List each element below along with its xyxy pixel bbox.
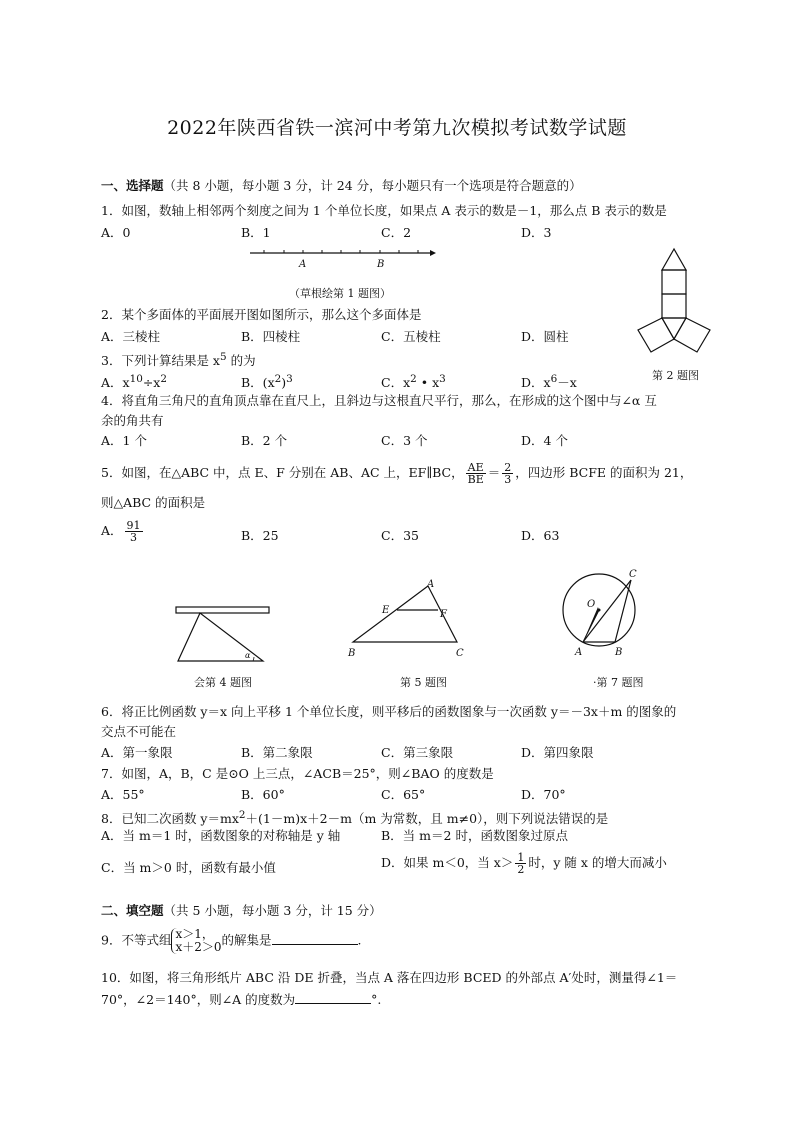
q7-option-d: D．70° xyxy=(521,787,566,802)
q2-stem: 2．某个多面体的平面展开图如图所示，那么这个多面体是 xyxy=(101,307,422,322)
q3-b-paren: ) xyxy=(281,375,287,391)
q5-a-den: 3 xyxy=(130,531,138,544)
q5-value-fraction xyxy=(502,462,513,485)
q1-option-b: B．1 xyxy=(241,225,271,240)
q5-point-c: C xyxy=(456,648,464,659)
q3-option-a xyxy=(101,370,167,392)
q3-stem xyxy=(101,348,256,370)
q7-option-a: A．55° xyxy=(101,787,145,802)
q5-a-fraction xyxy=(125,520,143,543)
section-1-heading xyxy=(101,176,582,194)
q8-stem-rest: ＋(1－m)x＋2－m（m 为常数，且 m≠0），则下列说法错误的是 xyxy=(245,811,609,827)
q6-option-a: A．第一象限 xyxy=(101,745,173,760)
q8-option-b: B．当 m＝2 时，函数图象过原点 xyxy=(381,828,568,843)
q7-caption: ·第 7 题图 xyxy=(593,676,644,689)
q5-stem-line1 xyxy=(101,462,692,485)
q8-d-fraction xyxy=(515,852,526,875)
q5-point-f: F xyxy=(440,609,447,620)
q10-line2-end: °. xyxy=(371,992,382,1007)
q1-option-a: A．0 xyxy=(101,225,131,240)
q5-point-b: B xyxy=(348,648,356,659)
q5-point-a: A xyxy=(427,579,435,590)
section-2-title: 二、填空题 xyxy=(101,903,164,918)
q9-post: 的解集是 xyxy=(221,932,272,948)
q7-point-a: A xyxy=(575,647,583,658)
q6-option-c: C．第三象限 xyxy=(381,745,454,760)
section-2-note: （共 5 小题，每小题 3 分，计 15 分） xyxy=(163,903,382,918)
q1-point-b-label: B xyxy=(377,259,385,270)
q5-stem-text: 5．如图，在△ABC 中，点 E、F 分别在 AB、AC 上，EF∥BC， xyxy=(101,465,464,480)
q2-option-a: A．三棱柱 xyxy=(101,329,161,344)
q3-stem-text: 3．下列计算结果是 x xyxy=(101,353,220,369)
q3-a-base: A．x xyxy=(101,375,130,391)
q3-b-exp2: 3 xyxy=(286,373,293,385)
q5-triangle-figure xyxy=(345,576,475,661)
q5-option-c: C．35 xyxy=(381,528,419,543)
q4-option-d: D．4 个 xyxy=(521,433,568,448)
q2-option-b: B．四棱柱 xyxy=(241,329,301,344)
q2-net-figure xyxy=(620,246,720,356)
q3-d-exp1: 6 xyxy=(550,373,558,385)
q9-answer-blank[interactable] xyxy=(272,932,358,945)
q3-b-exp1: 2 xyxy=(274,373,282,385)
section-1-note: （共 8 小题，每小题 3 分，计 24 分，每小题只有一个选项是符合题意的） xyxy=(163,178,582,193)
q5-a-num: 91 xyxy=(126,519,141,532)
q7-stem: 7．如图，A，B，C 是⊙O 上三点，∠ACB＝25°，则∠BAO 的度数是 xyxy=(101,766,494,781)
q7-point-b: B xyxy=(615,647,623,658)
q1-number-line-figure xyxy=(250,246,435,271)
q8-option-a: A．当 m＝1 时，函数图象的对称轴是 y 轴 xyxy=(101,828,341,843)
q10-stem-line1: 10．如图，将三角形纸片 ABC 沿 DE 折叠，当点 A 落在四边形 BCED 的外部点 A′处时，测量得∠1＝ xyxy=(101,970,678,985)
q1-caption: （草根绘第 1 题图） xyxy=(289,287,391,300)
q3-a-exp1: 10 xyxy=(129,373,143,385)
q3-d-base: D．x xyxy=(521,375,551,391)
section-2-heading xyxy=(101,901,382,919)
q1-option-c: C．2 xyxy=(381,225,412,240)
q8-option-d xyxy=(381,852,667,875)
q4-ruler-triangle-figure xyxy=(175,606,275,666)
q3-c-exp2: 3 xyxy=(439,373,446,385)
q8-stem xyxy=(101,806,608,828)
q5-point-e: E xyxy=(382,605,390,616)
q8-d-num: 1 xyxy=(517,851,525,864)
q4-caption: 会第 4 题图 xyxy=(194,676,252,689)
q3-stem-end: 的为 xyxy=(226,353,256,369)
q8-d-den: 2 xyxy=(517,863,525,876)
q6-option-b: B．第二象限 xyxy=(241,745,313,760)
q9-stem xyxy=(101,928,362,954)
q1-stem: 1．如图，数轴上相邻两个刻度之间为 1 个单位长度，如果点 A 表示的数是－1，那么点 B 表示的数是 xyxy=(101,203,667,218)
q9-inequality-system xyxy=(171,928,221,954)
q8-d-text: D．如果 m＜0，当 x＞ xyxy=(381,855,514,870)
q10-line2-text: 70°，∠2＝140°，则∠A 的度数为 xyxy=(101,992,296,1007)
q4-option-a: A．1 个 xyxy=(101,433,147,448)
q7-option-c: C．65° xyxy=(381,787,426,802)
q4-alpha-label: α xyxy=(245,651,251,660)
q9-end: . xyxy=(357,932,362,948)
q1-point-a-label: A xyxy=(299,259,307,270)
q5-option-a xyxy=(101,520,145,543)
q9-ineq-2: x＋2＞0 xyxy=(175,940,222,954)
q10-answer-blank[interactable] xyxy=(295,991,371,1004)
q6-stem-line2: 交点不可能在 xyxy=(101,724,177,739)
q7-option-b: B．60° xyxy=(241,787,285,802)
q8-stem-text: 8．已知二次函数 y＝mx xyxy=(101,811,239,827)
q3-b-base: B．(x xyxy=(241,375,275,391)
q3-c-op: • x xyxy=(416,375,440,391)
q5-stem-rest: ，四边形 BCFE 的面积为 21， xyxy=(515,465,693,480)
q9-pre: 9．不等式组 xyxy=(101,932,172,948)
q3-stem-exp: 5 xyxy=(219,351,227,363)
q5-option-d: D．63 xyxy=(521,528,560,543)
q8-option-c: C．当 m＞0 时，函数有最小值 xyxy=(101,860,276,875)
q5-equals: ＝ xyxy=(487,465,501,480)
q5-ratio-num: AE xyxy=(467,461,484,474)
q3-option-b xyxy=(241,370,293,392)
q5-ratio-fraction xyxy=(466,462,486,485)
q5-caption: 第 5 题图 xyxy=(400,676,447,689)
q8-stem-exp: 2 xyxy=(238,809,246,821)
q2-option-c: C．五棱柱 xyxy=(381,329,441,344)
q7-point-c: C xyxy=(629,569,637,580)
q5-stem-line2: 则△ABC 的面积是 xyxy=(101,495,206,510)
q1-option-d: D．3 xyxy=(521,225,552,240)
page-title: 2022年陕西省铁一滨河中考第九次模拟考试数学试题 xyxy=(167,117,627,139)
q7-circle-figure xyxy=(555,565,645,660)
q6-stem-line1: 6．将正比例函数 y＝x 向上平移 1 个单位长度，则平移后的函数图象与一次函数 y＝－3x＋m 的图象的 xyxy=(101,704,677,719)
q4-option-b: B．2 个 xyxy=(241,433,288,448)
q3-option-c xyxy=(381,370,446,392)
q4-stem-line2: 余的角共有 xyxy=(101,413,164,428)
section-1-title: 一、选择题 xyxy=(101,178,164,193)
q3-c-exp1: 2 xyxy=(410,373,417,385)
q5-a-label: A． xyxy=(101,523,123,538)
q4-option-c: C．3 个 xyxy=(381,433,428,448)
q9-ineq-1: x＞1， xyxy=(175,927,214,941)
q5-value-den: 3 xyxy=(504,473,512,486)
q4-stem-line1: 4．将直角三角尺的直角顶点靠在直尺上，且斜边与这根直尺平行，那么，在形成的这个图中与∠α 互 xyxy=(101,393,657,408)
q3-a-exp2: 2 xyxy=(160,373,167,385)
q3-d-tail: －x xyxy=(557,375,577,391)
q5-option-b: B．25 xyxy=(241,528,279,543)
q8-d-rest: 时，y 随 x 的增大而减小 xyxy=(528,855,667,870)
q3-c-base: C．x xyxy=(381,375,411,391)
q3-a-op: ÷x xyxy=(142,375,161,391)
q2-caption: 第 2 题图 xyxy=(652,369,699,382)
q3-option-d xyxy=(521,370,577,392)
q10-stem-line2 xyxy=(101,991,381,1009)
q5-ratio-den: BE xyxy=(467,473,484,486)
q5-value-num: 2 xyxy=(504,461,512,474)
q2-option-d: D．圆柱 xyxy=(521,329,569,344)
q7-center-o: O xyxy=(587,599,596,610)
q6-option-d: D．第四象限 xyxy=(521,745,594,760)
